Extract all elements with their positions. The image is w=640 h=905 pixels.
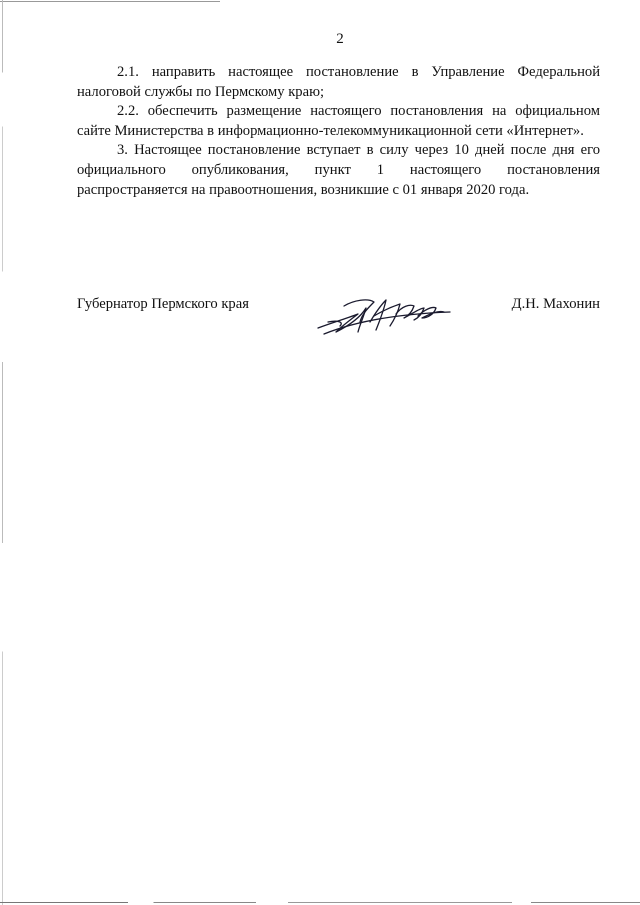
signature-block [77,292,600,340]
page-number: 2 [336,31,344,47]
scan-edge-left [2,0,3,905]
paragraph-3: 3. Настоящее постановление вступает в силу через 10 дней после дня его официального опубликования, пункт 1 настоящего постановления распространяется на правоотношения, возникшие с 01 января 2020 года. [77,142,600,198]
scan-edge-bottom [0,902,640,903]
scan-edge-top [0,1,220,2]
signer-name: Д.Н. Махонин [511,296,600,312]
signer-position: Губернатор Пермского края [77,296,249,312]
handwritten-signature [314,292,454,338]
paragraph-2-1: 2.1. направить настоящее постановление в Управление Федеральной налоговой службы по Пермскому краю; [77,64,600,100]
document-body [77,63,600,200]
paragraph-2-2: 2.2. обеспечить размещение настоящего постановления на официальном сайте Министерства в информационно-телекоммуникационной сети «Интернет». [77,103,600,139]
